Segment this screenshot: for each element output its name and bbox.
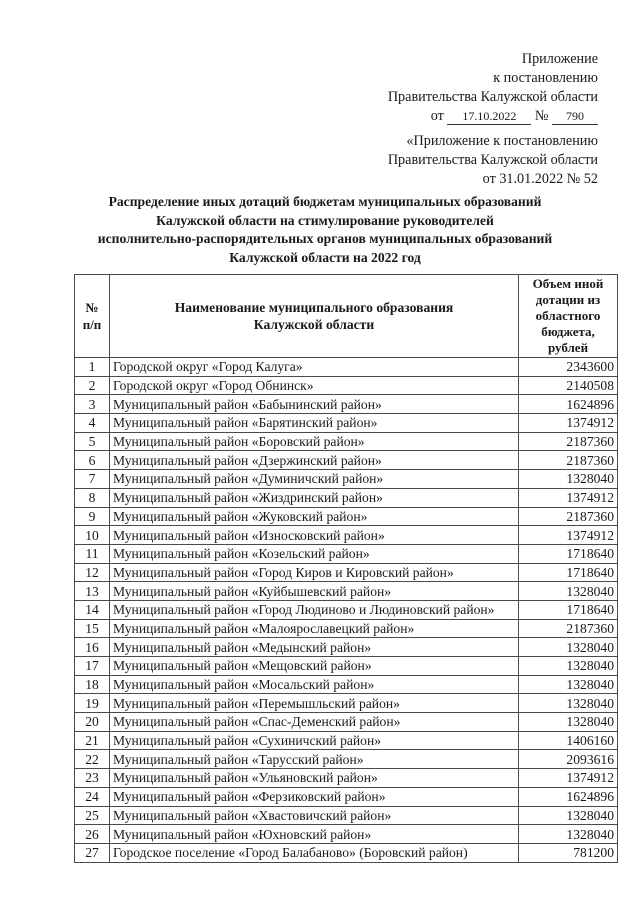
row-number: 3: [75, 395, 110, 414]
row-amount: 1328040: [519, 470, 618, 489]
table-row: [75, 544, 618, 563]
row-number: 15: [75, 619, 110, 638]
row-name: Муниципальный район «Хвастовичский район»: [110, 806, 519, 825]
table-row: [75, 563, 618, 582]
table-row: [75, 488, 618, 507]
header-number: [75, 275, 110, 358]
header-name-line-2: Калужской области: [253, 317, 375, 332]
row-amount: 1328040: [519, 713, 618, 732]
row-number: 19: [75, 694, 110, 713]
table-row: [75, 694, 618, 713]
row-amount: 1374912: [519, 769, 618, 788]
row-name: Муниципальный район «Малоярославецкий район»: [110, 619, 519, 638]
row-name: Муниципальный район «Тарусский район»: [110, 750, 519, 769]
from-label: от: [430, 108, 444, 124]
row-amount: 1328040: [519, 638, 618, 657]
title-line-1: Распределение иных дотаций бюджетам муниципальных образований: [108, 194, 542, 209]
row-name: Муниципальный район «Юхновский район»: [110, 825, 519, 844]
row-amount: 1328040: [519, 657, 618, 676]
row-name: Муниципальный район «Ульяновский район»: [110, 769, 519, 788]
table-row: [75, 619, 618, 638]
row-name: Муниципальный район «Ферзиковский район»: [110, 787, 519, 806]
title-line-2: Калужской области на стимулирование руководителей: [156, 212, 494, 228]
row-amount: 1374912: [519, 414, 618, 433]
table-row: [75, 414, 618, 433]
table-row: [75, 675, 618, 694]
row-name: Муниципальный район «Город Киров и Кировский район»: [110, 563, 519, 582]
row-number: 10: [75, 526, 110, 545]
row-amount: 1718640: [519, 544, 618, 563]
table-row: [75, 582, 618, 601]
row-amount: 1328040: [519, 675, 618, 694]
row-number: 16: [75, 638, 110, 657]
approval-date-number-line: [388, 107, 598, 126]
header-amount-line-5: рублей: [547, 340, 589, 355]
title-line-4: Калужской области на 2022 год: [229, 249, 421, 265]
approval-line-2: к постановлению: [493, 70, 598, 86]
row-number: 18: [75, 675, 110, 694]
header-number-line-1: №: [85, 300, 99, 315]
table-row: [75, 395, 618, 414]
table-row: [75, 825, 618, 844]
row-amount: 1328040: [519, 582, 618, 601]
table-row: [75, 657, 618, 676]
row-name: Муниципальный район «Дзержинский район»: [110, 451, 519, 470]
row-number: 23: [75, 769, 110, 788]
title-line-3: исполнительно-распорядительных органов муниципальных образований: [97, 231, 553, 246]
row-name: Муниципальный район «Мосальский район»: [110, 675, 519, 694]
table-row: [75, 432, 618, 451]
header-amount-line-3: областного: [535, 308, 601, 323]
row-number: 12: [75, 563, 110, 582]
header-amount-line-1: Объем иной: [532, 276, 604, 291]
approval-number: 790: [552, 108, 598, 125]
approval-line-3: Правительства Калужской области: [387, 89, 598, 105]
row-amount: 1718640: [519, 563, 618, 582]
table-row: [75, 638, 618, 657]
row-name: Городской округ «Город Калуга»: [110, 358, 519, 377]
row-name: Муниципальный район «Барятинский район»: [110, 414, 519, 433]
table-row: [75, 843, 618, 862]
row-amount: 781200: [519, 843, 618, 862]
table-row: [75, 376, 618, 395]
row-number: 11: [75, 544, 110, 563]
row-name: Муниципальный район «Куйбышевский район»: [110, 582, 519, 601]
table-row: [75, 769, 618, 788]
row-number: 13: [75, 582, 110, 601]
row-name: Муниципальный район «Город Людиново и Людиновский район»: [110, 600, 519, 619]
prior-line-1: «Приложение к постановлению: [406, 133, 598, 149]
row-name: Муниципальный район «Перемышльский район»: [110, 694, 519, 713]
row-number: 24: [75, 787, 110, 806]
row-number: 14: [75, 600, 110, 619]
table-header-row: [75, 275, 618, 358]
row-amount: 2140508: [519, 376, 618, 395]
row-amount: 1624896: [519, 787, 618, 806]
row-name: Муниципальный район «Думиничский район»: [110, 470, 519, 489]
approval-date: 17.10.2022: [447, 108, 531, 125]
approval-block: [388, 50, 598, 126]
row-name: Муниципальный район «Жиздринский район»: [110, 488, 519, 507]
header-amount-line-4: бюджета,: [541, 324, 595, 339]
row-amount: 2093616: [519, 750, 618, 769]
row-amount: 1374912: [519, 488, 618, 507]
row-name: Городское поселение «Город Балабаново» (Боровский район): [110, 843, 519, 862]
row-name: Муниципальный район «Бабынинский район»: [110, 395, 519, 414]
row-number: 22: [75, 750, 110, 769]
header-name-line-1: Наименование муниципального образования: [174, 300, 454, 315]
row-number: 1: [75, 358, 110, 377]
row-name: Муниципальный район «Спас-Деменский район»: [110, 713, 519, 732]
row-name: Муниципальный район «Боровский район»: [110, 432, 519, 451]
table-row: [75, 713, 618, 732]
distribution-table: [74, 274, 618, 863]
row-amount: 2187360: [519, 619, 618, 638]
row-number: 25: [75, 806, 110, 825]
document-title: [60, 193, 590, 267]
table-row: [75, 600, 618, 619]
row-name: Муниципальный район «Жуковский район»: [110, 507, 519, 526]
row-name: Муниципальный район «Козельский район»: [110, 544, 519, 563]
row-amount: 1328040: [519, 694, 618, 713]
header-name: [110, 275, 519, 358]
row-number: 21: [75, 731, 110, 750]
row-name: Муниципальный район «Медынский район»: [110, 638, 519, 657]
row-amount: 2343600: [519, 358, 618, 377]
row-number: 4: [75, 414, 110, 433]
row-number: 5: [75, 432, 110, 451]
row-name: Городской округ «Город Обнинск»: [110, 376, 519, 395]
prior-reference-block: [388, 132, 598, 189]
table-body: [75, 358, 618, 863]
header-amount: [519, 275, 618, 358]
row-amount: 1374912: [519, 526, 618, 545]
table-row: [75, 526, 618, 545]
row-amount: 2187360: [519, 507, 618, 526]
table-row: [75, 731, 618, 750]
table-row: [75, 358, 618, 377]
table-row: [75, 806, 618, 825]
row-amount: 1328040: [519, 806, 618, 825]
row-name: Муниципальный район «Износковский район»: [110, 526, 519, 545]
prior-line-2: Правительства Калужской области: [387, 152, 598, 168]
row-name: Муниципальный район «Сухиничский район»: [110, 731, 519, 750]
row-number: 20: [75, 713, 110, 732]
row-number: 17: [75, 657, 110, 676]
table-row: [75, 507, 618, 526]
header-number-line-2: п/п: [82, 317, 102, 332]
row-number: 6: [75, 451, 110, 470]
row-amount: 2187360: [519, 432, 618, 451]
prior-line-3: от 31.01.2022 № 52: [482, 171, 598, 187]
row-number: 27: [75, 843, 110, 862]
table-row: [75, 451, 618, 470]
row-amount: 1718640: [519, 600, 618, 619]
table-row: [75, 750, 618, 769]
row-amount: 2187360: [519, 451, 618, 470]
row-number: 7: [75, 470, 110, 489]
row-number: 8: [75, 488, 110, 507]
row-number: 26: [75, 825, 110, 844]
approval-line-1: Приложение: [521, 51, 598, 67]
row-number: 2: [75, 376, 110, 395]
table-row: [75, 470, 618, 489]
row-amount: 1624896: [519, 395, 618, 414]
table-row: [75, 787, 618, 806]
row-amount: 1406160: [519, 731, 618, 750]
number-label: №: [534, 108, 549, 124]
row-name: Муниципальный район «Мещовский район»: [110, 657, 519, 676]
row-number: 9: [75, 507, 110, 526]
header-amount-line-2: дотации из: [535, 292, 601, 307]
row-amount: 1328040: [519, 825, 618, 844]
